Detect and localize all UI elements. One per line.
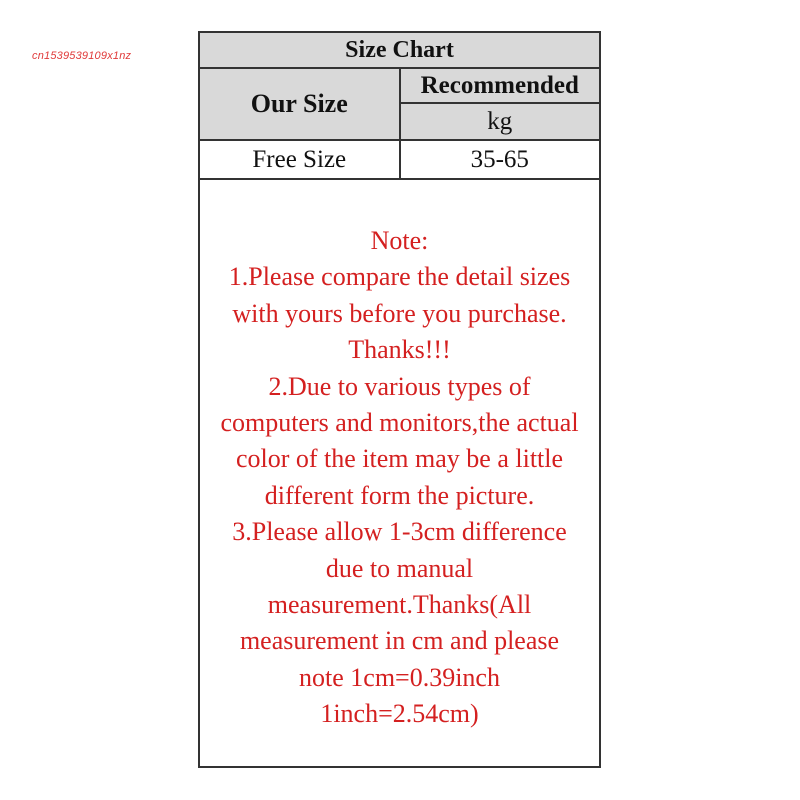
size-chart-card xyxy=(198,31,601,768)
size-chart-table xyxy=(200,33,599,180)
note-line: 3.Please allow 1-3cm difference xyxy=(232,517,567,547)
note-line: measurement in cm and please xyxy=(239,626,560,656)
note-line: 1.Please compare the detail sizes xyxy=(228,262,571,292)
our-size-header: Our Size xyxy=(200,68,400,140)
note-text-block xyxy=(200,223,599,733)
weight-range-cell: 35-65 xyxy=(400,140,600,179)
recommended-header: Recommended xyxy=(400,68,600,103)
size-cell: Free Size xyxy=(200,140,400,179)
note-line: measurement.Thanks(All xyxy=(267,590,532,620)
size-chart-title: Size Chart xyxy=(200,33,599,68)
note-line: 1inch=2.54cm) xyxy=(320,699,479,729)
note-heading: Note: xyxy=(370,226,429,255)
table-header-row xyxy=(200,68,599,103)
note-line: note 1cm=0.39inch xyxy=(299,662,500,692)
note-line: due to manual xyxy=(325,553,474,583)
unit-header: kg xyxy=(400,103,600,140)
note-line: different form the picture. xyxy=(264,480,535,510)
table-row xyxy=(200,140,599,179)
note-line: 2.Due to various types of xyxy=(268,371,531,401)
note-line: with yours before you purchase. xyxy=(232,298,567,328)
table-title-row xyxy=(200,33,599,68)
watermark-text: cn1539539109x1nz xyxy=(32,50,132,62)
note-line: Thanks!!! xyxy=(348,335,451,365)
note-line: computers and monitors,the actual xyxy=(220,408,579,438)
note-line: color of the item may be a little xyxy=(235,444,564,474)
